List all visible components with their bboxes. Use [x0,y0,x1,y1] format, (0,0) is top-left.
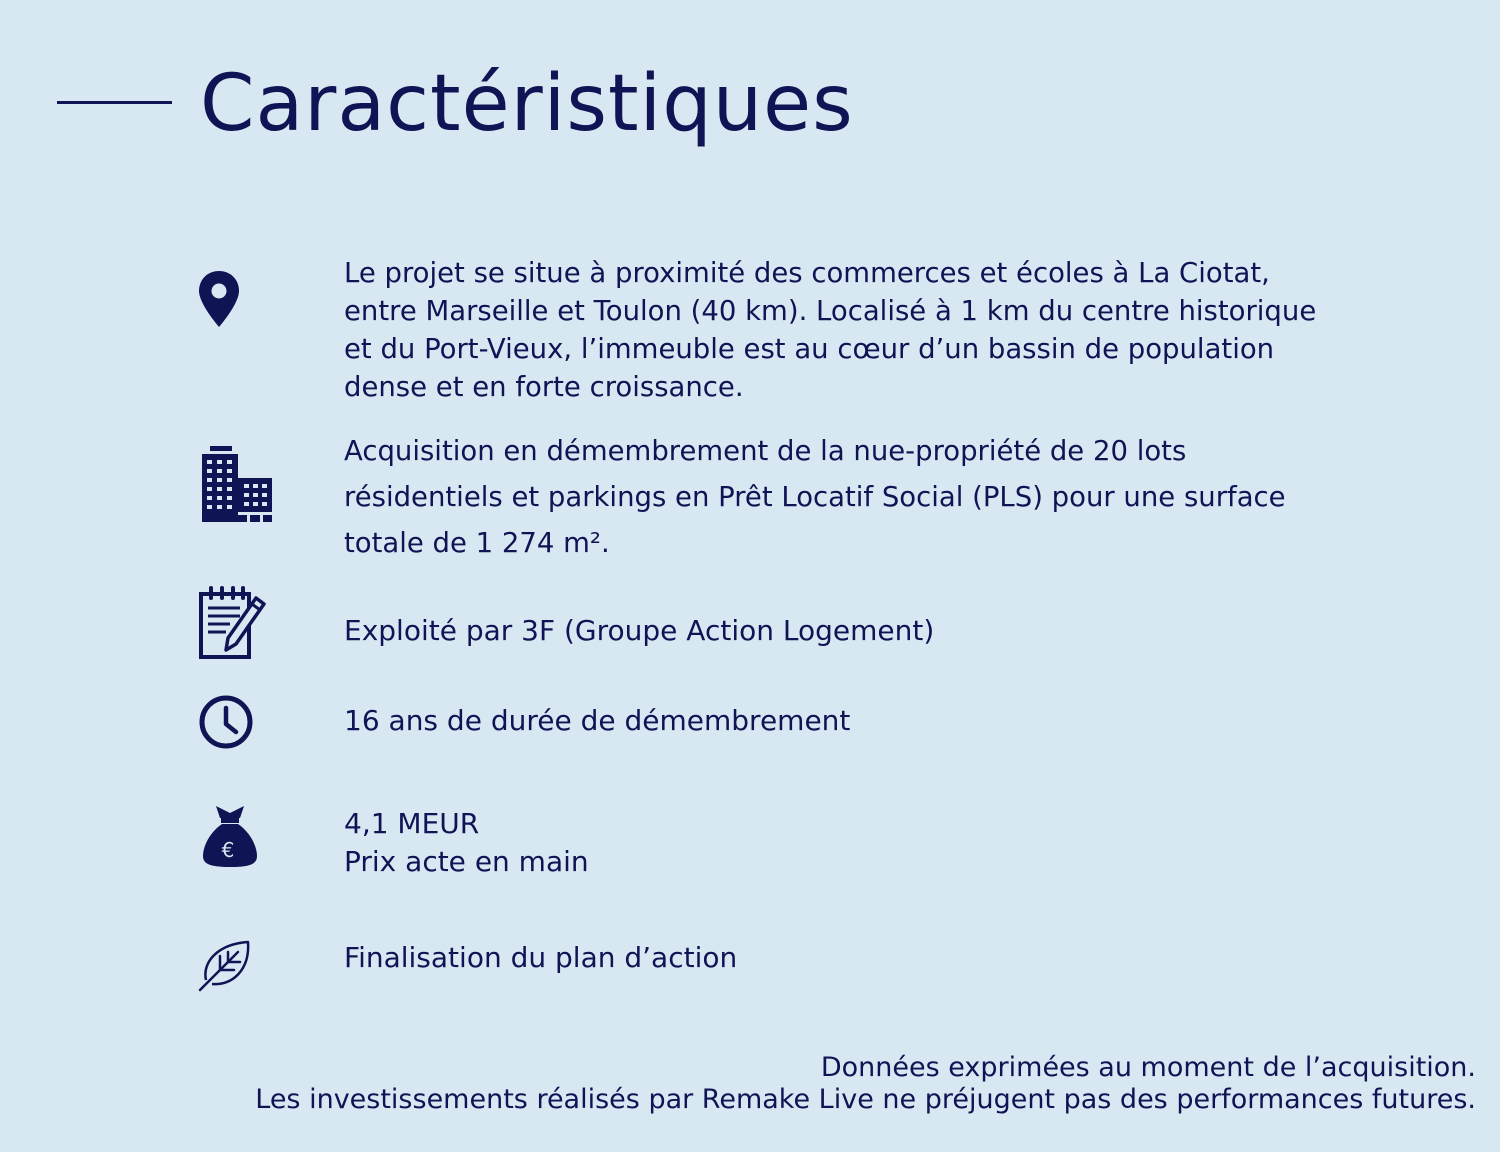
feature-line: Acquisition en démembrement de la nue-propriété de 20 lots [344,435,1187,467]
feature-duration-text [344,701,850,741]
leaf-icon [198,936,254,992]
feature-acquisition-text [344,428,1286,566]
page-title: Caractéristiques [200,59,854,149]
feature-line: Finalisation du plan d’action [344,941,738,974]
disclaimer-line-2: Les investissements réalisés par Remake Live ne préjugent pas des performances futures. [255,1084,1476,1115]
feature-line: résidentiels et parkings en Prêt Locatif Social (PLS) pour une surface [344,481,1286,513]
title-rule [57,101,172,104]
money-bag-euro-icon [202,804,258,868]
feature-price-value: 4,1 MEUR [344,807,480,840]
feature-line: Le projet se situe à proximité des commerces et écoles à La Ciotat, [344,257,1270,289]
buildings-icon [202,446,272,522]
feature-action-plan-text [344,938,737,978]
feature-line: dense et en forte croissance. [344,371,744,403]
feature-location-text [344,254,1316,406]
clock-icon [198,694,254,750]
disclaimer [255,1052,1476,1116]
notepad-pencil-icon [198,586,270,660]
feature-price-label: Prix acte en main [344,845,589,878]
disclaimer-line-1: Données exprimées au moment de l’acquisition. [820,1052,1476,1083]
svg-text:€: € [221,838,235,862]
location-pin-icon [198,270,240,328]
feature-line: 16 ans de durée de démembrement [344,704,851,737]
feature-line: totale de 1 274 m². [344,527,610,559]
feature-line: et du Port-Vieux, l’immeuble est au cœur d’un bassin de population [344,333,1275,365]
feature-operator-text [344,611,934,651]
feature-line: Exploité par 3F (Groupe Action Logement) [344,614,935,647]
feature-price-text [344,805,589,881]
feature-line: entre Marseille et Toulon (40 km). Localisé à 1 km du centre historique [344,295,1317,327]
